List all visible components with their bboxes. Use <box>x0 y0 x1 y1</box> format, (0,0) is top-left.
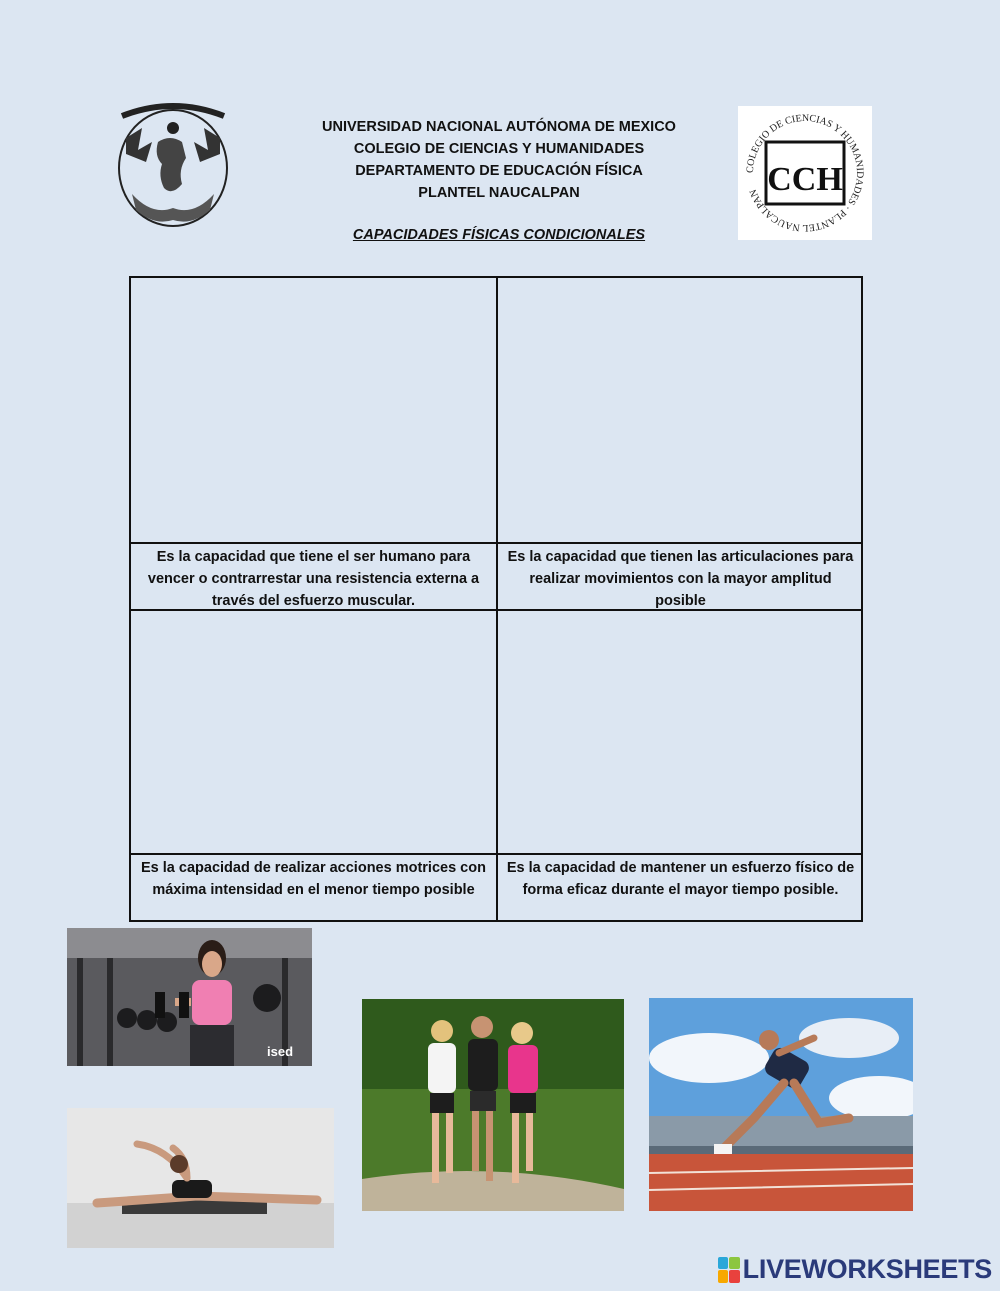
liveworksheets-brand <box>718 1254 992 1285</box>
caption-strength: Es la capacidad que tiene el ser humano para vencer o contrarrestar una resistencia externa a través del esfuerzo muscular. <box>147 549 480 609</box>
header-line-department: DEPARTAMENTO DE EDUCACIÓN FÍSICA <box>355 163 643 179</box>
photo-sprinter[interactable] <box>649 998 913 1211</box>
liveworksheets-logo-icon <box>718 1257 740 1283</box>
header-line-college: COLEGIO DE CIENCIAS Y HUMANIDADES <box>353 141 645 157</box>
liveworksheets-wordmark: LIVEWORKSHEETS <box>742 1254 992 1284</box>
unam-logo <box>112 98 234 230</box>
worksheet-title: CAPACIDADES FÍSICAS CONDICIONALES <box>352 227 646 243</box>
caption-flexibility: Es la capacidad que tienen las articulaciones para realizar movimientos con la mayor amplitud posible <box>507 549 854 609</box>
header-line-campus: PLANTEL NAUCALPAN <box>418 185 580 201</box>
drop-zone-4[interactable] <box>498 611 863 853</box>
matching-grid <box>129 276 863 922</box>
photo-weightlifting[interactable] <box>67 928 312 1066</box>
svg-text:COLEGIO DE CIENCIAS Y HUMANIDA: COLEGIO DE CIENCIAS Y HUMANIDADES · PLANTEL NAUCALPAN <box>744 112 866 234</box>
photo-stretching[interactable] <box>67 1108 334 1248</box>
svg-text:CCH: CCH <box>767 161 843 198</box>
cch-logo <box>738 106 872 240</box>
drop-zone-2[interactable] <box>498 278 863 542</box>
caption-endurance: Es la capacidad de mantener un esfuerzo físico de forma eficaz durante el mayor tiempo posible. <box>506 860 855 898</box>
drop-zone-3[interactable] <box>131 611 496 853</box>
drop-zone-1[interactable] <box>131 278 496 542</box>
svg-text:ised: ised <box>267 1044 294 1059</box>
photo-runners[interactable] <box>362 999 624 1211</box>
institution-header <box>260 116 738 204</box>
header-line-university: UNIVERSIDAD NACIONAL AUTÓNOMA DE MEXICO <box>322 119 676 135</box>
caption-speed: Es la capacidad de realizar acciones motrices con máxima intensidad en el menor tiempo posible <box>141 860 486 898</box>
